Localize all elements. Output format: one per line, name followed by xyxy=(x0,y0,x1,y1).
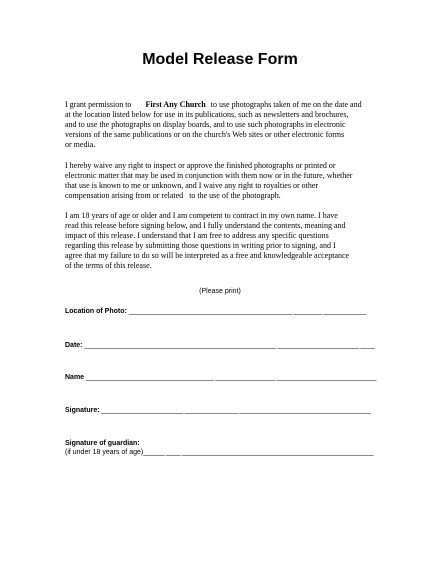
blank-line: ______________________________________________ ________ ____________ xyxy=(128,308,366,315)
guardian-signature-label xyxy=(65,440,140,447)
paragraph-line: or media. xyxy=(65,140,96,149)
name-field[interactable] xyxy=(65,374,376,381)
signature-field[interactable] xyxy=(65,407,371,414)
paragraph-line: I hereby waive any right to inspect or approve the finished photographs or printed or xyxy=(65,161,336,170)
paragraph-line: of the terms of this release. xyxy=(65,261,152,270)
permission-paragraph xyxy=(65,100,383,150)
paragraph-line: and to use the photographs on display boards, and to use such photographs in electronic xyxy=(65,120,346,129)
field-label: Location of Photo: xyxy=(65,308,127,315)
paragraph-line: I grant permission to First Any Church to use photographs taken of me on the date and xyxy=(65,100,362,109)
paragraph-line: impact of this release. I understand that I am free to address any specific questions xyxy=(65,231,329,240)
paragraph-line: regarding this release by submitting those questions in writing prior to signing, and I xyxy=(65,241,336,250)
church-name: First Any Church xyxy=(145,100,206,109)
blank-line: ______________________________________________________ _______________________ ____ xyxy=(84,342,375,349)
paragraph-line: agree that my failure to do so will be interpreted as a free and knowledgeable acceptance xyxy=(65,251,350,260)
blank-line: ____________________________________ _________________ ____________________________ xyxy=(86,374,377,381)
paragraph-line: versions of the same publications or on the church's Web sites or other electronic forms xyxy=(65,130,345,139)
waiver-paragraph xyxy=(65,161,383,201)
page-title: Model Release Form xyxy=(142,51,298,68)
paragraph-line: at the location listed below for use in its publications, such as newsletters and brochures, xyxy=(65,110,349,119)
field-label: Signature: xyxy=(65,407,100,414)
field-label: Date: xyxy=(65,342,83,349)
paragraph-line: electronic matter that may be used in conjunction with them now or in the future, whether xyxy=(65,171,353,180)
date-field[interactable] xyxy=(65,342,375,349)
paragraph-line: read this release before signing below, and I fully understand the contents, meaning and xyxy=(65,221,346,230)
paragraph-line: that use is known to me or unknown, and I waive any right to royalties or other xyxy=(65,181,319,190)
blank-line: ______ ____ ______________________________________________________ xyxy=(143,449,374,456)
paragraph-line: I am 18 years of age or older and I am competent to contract in my own name. I have xyxy=(65,211,338,220)
guardian-signature-field[interactable] xyxy=(65,449,373,456)
blank-line: _______________________ _______________ _____________________________________ xyxy=(101,407,371,414)
paragraph-line: compensation arising from or related to the use of the photograph. xyxy=(65,191,281,200)
field-label: Signature of guardian: xyxy=(65,440,140,447)
field-sublabel: (if under 18 years of age) xyxy=(65,449,144,456)
consent-paragraph xyxy=(65,211,383,271)
location-of-photo-field[interactable] xyxy=(65,308,366,315)
please-print-note: (Please print) xyxy=(199,288,241,295)
field-label: Name xyxy=(65,374,85,381)
